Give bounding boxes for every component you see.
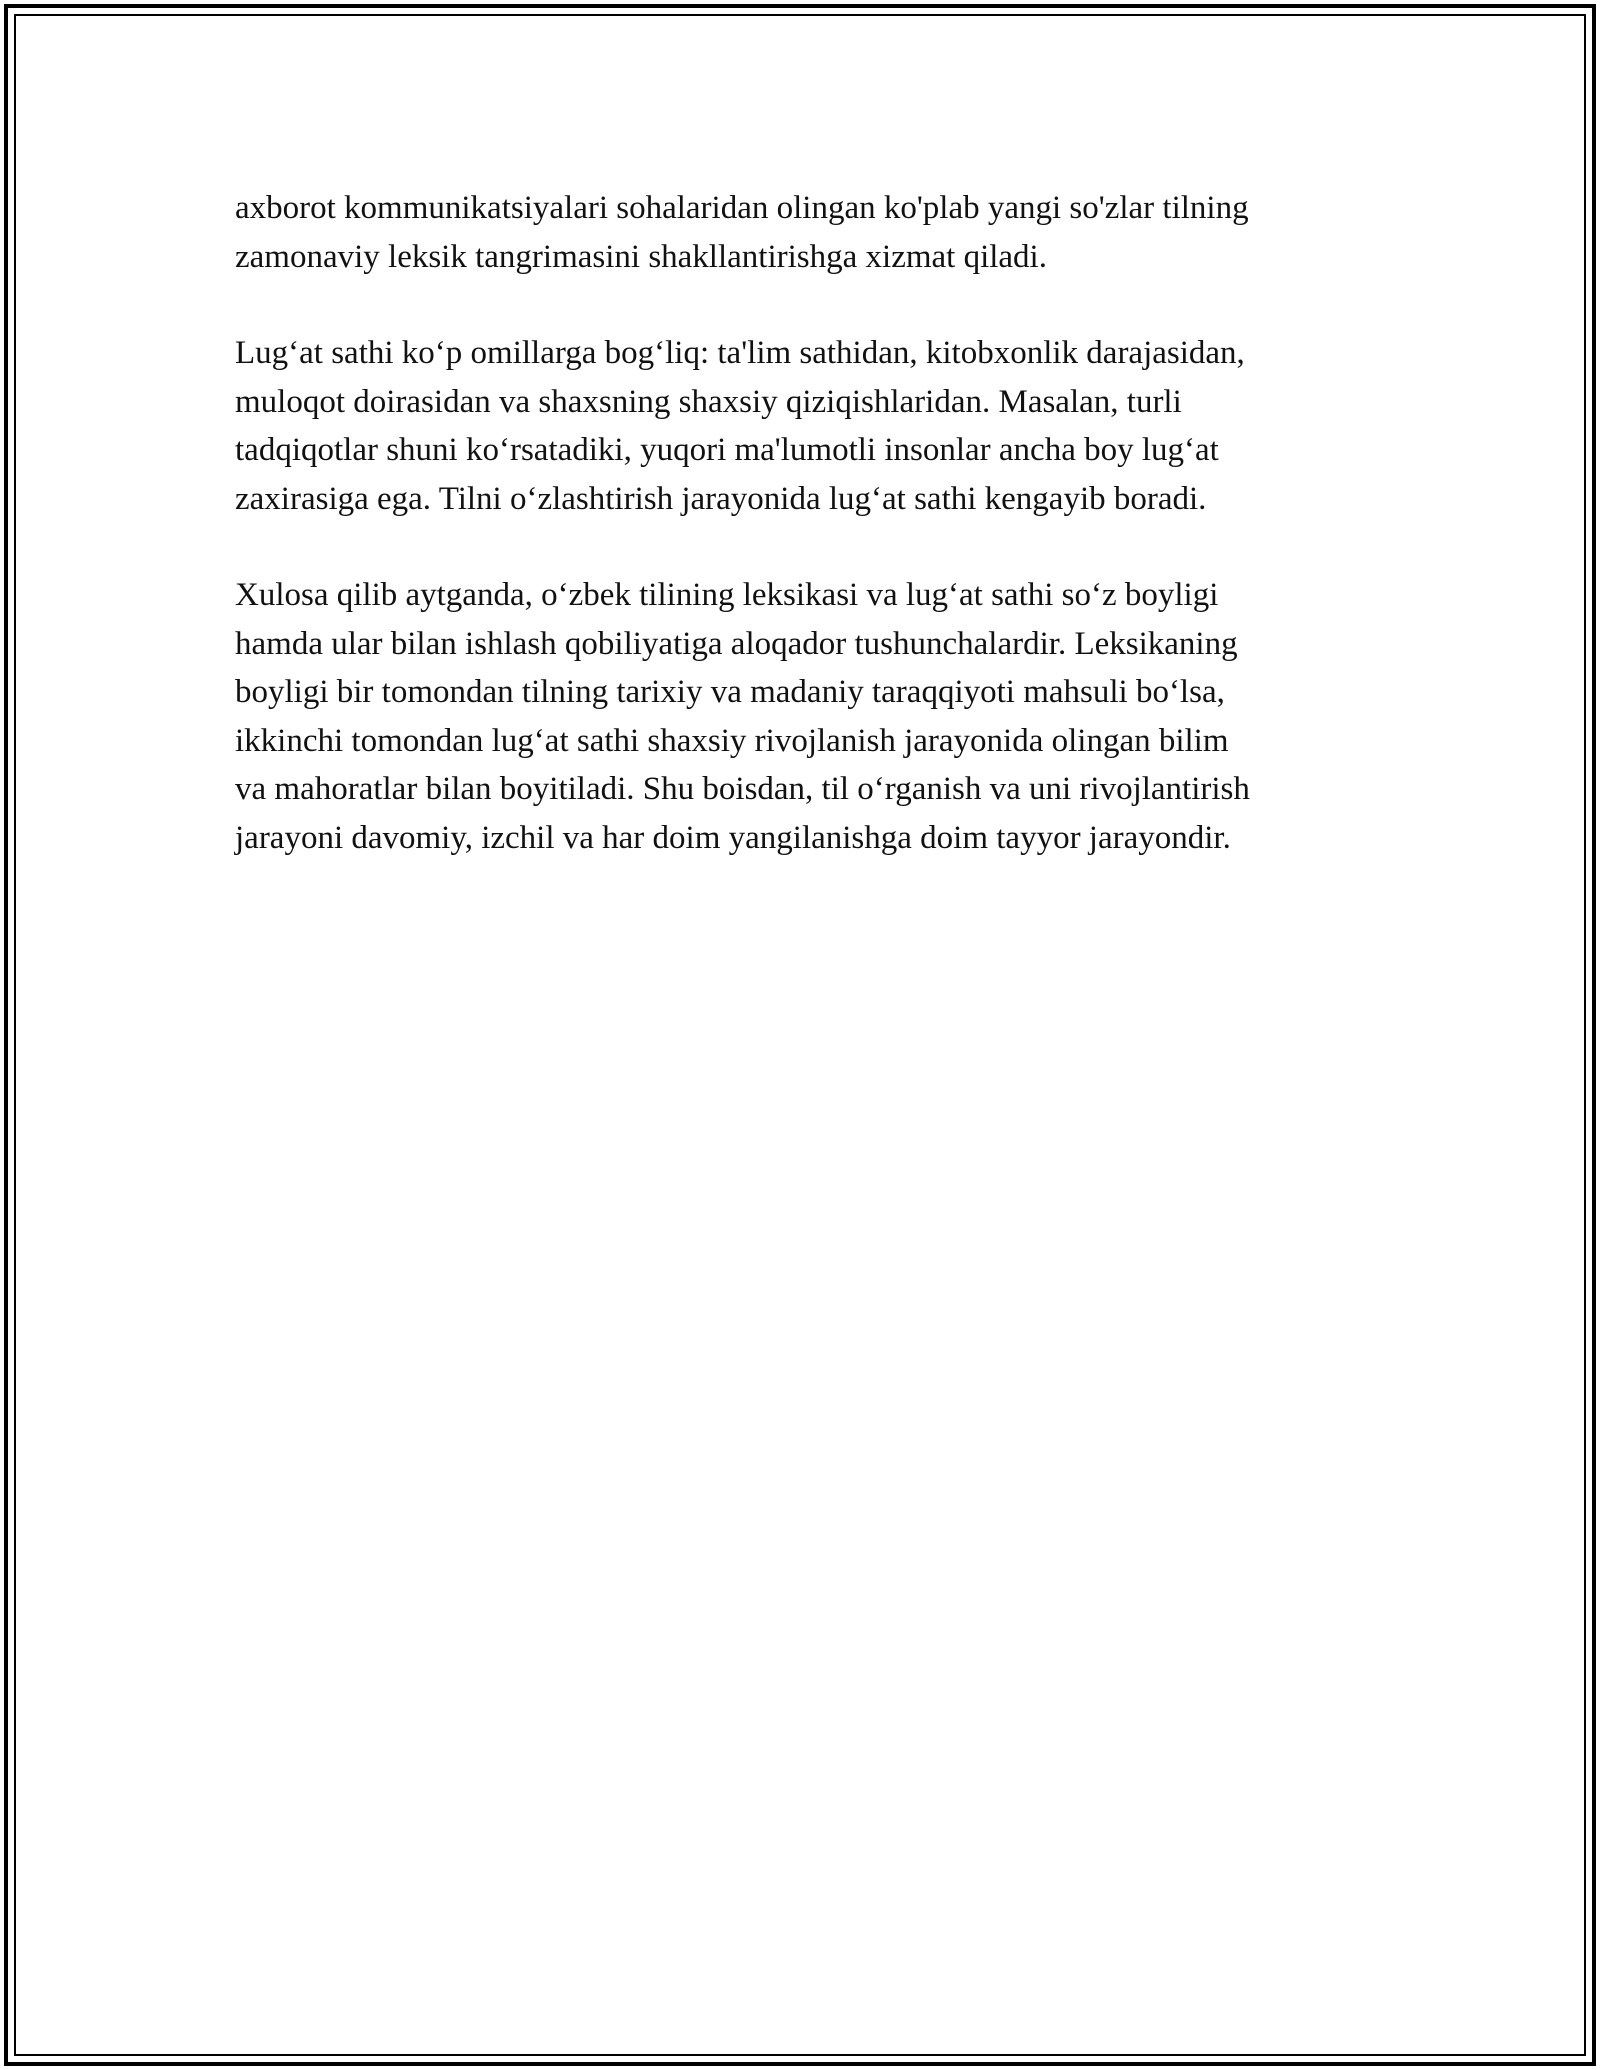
document-body (235, 184, 1375, 910)
paragraph-1: axborot kommunikatsiyalari sohalaridan olingan ko'plab yangi so'zlar tilning zamonaviy leksik tangrimasini shakllantirishga xizmat qiladi. (235, 190, 1249, 275)
paragraph-3: Xulosa qilib aytganda, o‘zbek tilining leksikasi va lug‘at sathi so‘z boyligi hamda ular bilan ishlash qobiliyatiga aloqador tushunchalardir. Leksikaning boyligi bir tomondan tilning tarixiy va madaniy taraqqiyoti mahsuli bo‘lsa, ikkinchi tomondan lug‘at sathi shaxsiy rivojlanish jarayonida olingan bilim va mahoratlar bilan boyitiladi. Shu boisdan, til o‘rganish va uni rivojlantirish jarayoni davomiy, izchil va har doim yangilanishga doim tayyor jarayondir. (235, 577, 1250, 856)
paragraph-2: Lug‘at sathi ko‘p omillarga bog‘liq: ta'lim sathidan, kitobxonlik darajasidan, muloqot doirasidan va shaxsning shaxsiy qiziqishlaridan. Masalan, turli tadqiqotlar shuni ko‘rsatadiki, yuqori ma'lumotli insonlar ancha boy lug‘at zaxirasiga ega. Tilni o‘zlashtirish jarayonida lug‘at sathi kengayib boradi. (235, 335, 1245, 517)
